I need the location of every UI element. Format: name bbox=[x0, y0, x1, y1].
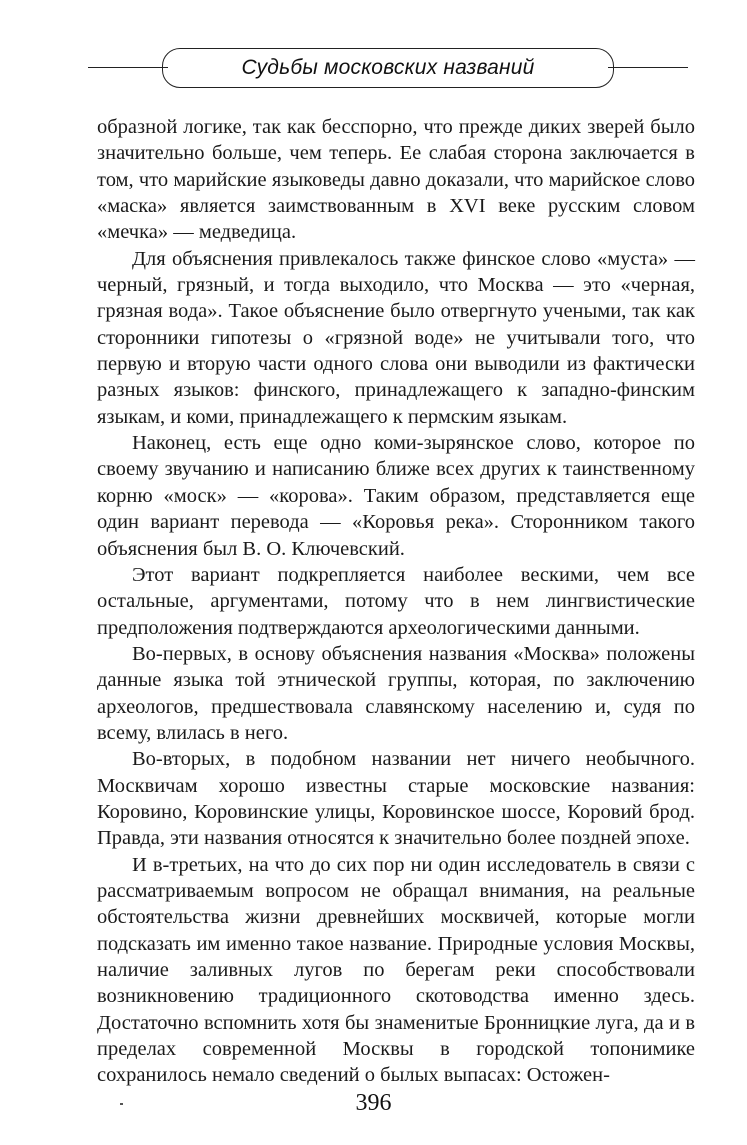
paragraph-continued: образной логике, так как бесспорно, что прежде диких зверей было значительно больше, чем теперь. Ее слабая сторона заключается в том, что марийские языковеды давно доказали, что марийское слово «маска» является заимствованным в XVI веке русским словом «мечка» — медведица. bbox=[97, 116, 695, 244]
body-text bbox=[97, 114, 695, 1089]
paragraph: Во-первых, в основу объяснения названия «Москва» положены данные языка той этнической группы, которая, по заключению археологов, предшествовала славянскому населению и, судя по всему, влилась в него. bbox=[97, 642, 695, 744]
paragraph: И в-третьих, на что до сих пор ни один исследователь в связи с рассматриваемым вопросом не обращал внимания, на реальные обстоятельства жизни древнейших москвичей, которые могли подсказать им именно такое название. Природные условия Москвы, наличие заливных лугов по берегам реки способствовали возникновению традиционного скотоводства именно здесь. Достаточно вспомнить хотя бы знаменитые Бронницкие луга, да и в пределах современной Москвы в городской топонимике сохранилось немало сведений о былых выпасах: Остожен- bbox=[97, 853, 695, 1087]
header-rule-right bbox=[608, 67, 688, 68]
header-rule-left bbox=[88, 67, 168, 68]
running-title: Судьбы московских названий bbox=[241, 56, 535, 79]
paragraph: Для объяснения привлекалось также финское слово «муста» — черный, грязный, и тогда выходило, что Москва — это «черная, грязная вода». Такое объяснение было отвергнуто учеными, так как сторонники гипотезы о «грязной воде» не учитывали того, что первую и вторую части одного слова они выводили из фактически разных языков: финского, принадлежащего к западно-финским языкам, и коми, принадлежащего к пермским языкам. bbox=[97, 247, 695, 428]
header-frame bbox=[162, 48, 614, 88]
paragraph: Во-вторых, в подобном названии нет ничего необычного. Москвичам хорошо известны старые московские названия: Коровино, Коровинские улицы, Коровинское шоссе, Коровий брод. Правда, эти названия относятся к значительно более поздней эпохе. bbox=[97, 748, 695, 850]
paragraph: Этот вариант подкрепляется наиболее вескими, чем все остальные, аргументами, потому что в нем лингвистические предположения подтверждаются археологическими данными. bbox=[97, 563, 695, 639]
paragraph: Наконец, есть еще одно коми-зырянское слово, которое по своему звучанию и написанию ближе всех других к таинственному корню «моск» — «корова». Таким образом, представляется еще один вариант перевода — «Коровья река». Сторонником такого объяснения был В. О. Ключевский. bbox=[97, 432, 695, 560]
running-header bbox=[88, 46, 688, 90]
page-number: 396 bbox=[355, 1090, 392, 1116]
